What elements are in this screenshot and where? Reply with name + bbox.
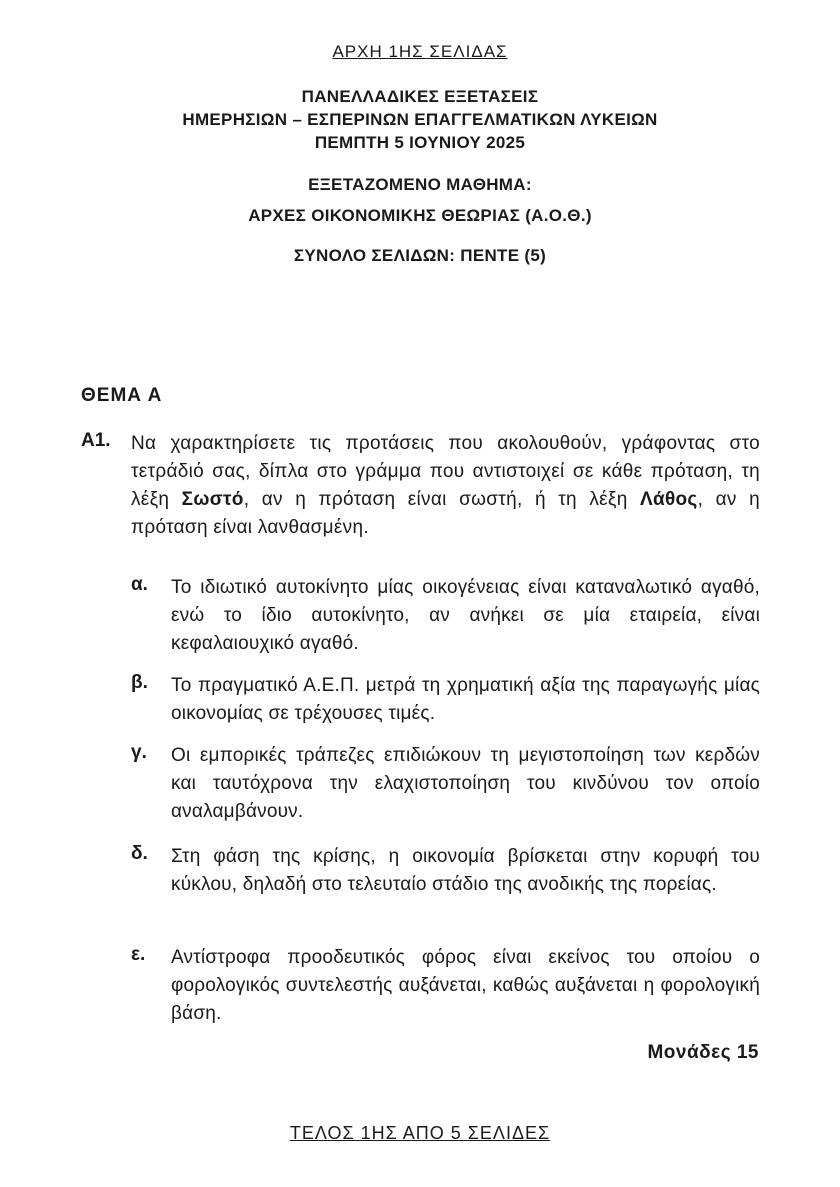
- statement-letter: δ.: [131, 843, 148, 864]
- question-number: Α1.: [81, 430, 111, 451]
- statement-text: Αντίστροφα προοδευτικός φόρος είναι εκείνος του οποίου ο φορολογικός συντελεστής αυξάνεται, καθώς αυξάνεται η φορολογική βάση.: [171, 947, 760, 1024]
- section-title: ΘΕΜΑ Α: [81, 385, 163, 406]
- question-text-part: , αν η πρόταση είναι λανθασμένη.: [131, 489, 760, 538]
- statement-text: Το ιδιωτικό αυτοκίνητο μίας οικογένειας είναι καταναλωτικό αγαθό, ενώ το ίδιο αυτοκίνητο, αν ανήκει σε μία εταιρεία, είναι κεφαλαιουχικό αγαθό.: [171, 577, 760, 654]
- statement-letter: γ.: [131, 742, 147, 763]
- statement-text: Το πραγματικό Α.Ε.Π. μετρά τη χρηματική αξία της παραγωγής μίας οικονομίας σε τρέχουσες τιμές.: [171, 675, 760, 724]
- subject-name: ΑΡΧΕΣ ΟΙΚΟΝΟΜΙΚΗΣ ΘΕΩΡΙΑΣ (Α.Ο.Θ.): [248, 206, 592, 225]
- total-pages: ΣΥΝΟΛΟ ΣΕΛΙΔΩΝ: ΠΕΝΤΕ (5): [293, 246, 547, 265]
- statement-letter: β.: [131, 672, 148, 693]
- statement-text: Στη φάση της κρίσης, η οικονομία βρίσκεται στην κορυφή του κύκλου, δηλαδή στο τελευταίο στάδιο της ανοδικής της πορείας.: [171, 846, 760, 895]
- statement-text: Οι εμπορικές τράπεζες επιδιώκουν τη μεγιστοποίηση των κερδών και ταυτόχρονα την ελαχιστοποίηση του κινδύνου τον οποίο αναλαμβάνουν.: [171, 745, 760, 822]
- subject-label: ΕΞΕΤΑΖΟΜΕΝΟ ΜΑΘΗΜΑ:: [308, 175, 532, 194]
- question-text-part: Να χαρακτηρίσετε τις προτάσεις που ακολουθούν, γράφοντας στο τετράδιό σας, δίπλα στο γράμμα που αντιστοιχεί σε κάθε πρόταση, τη λέξη: [131, 433, 760, 510]
- marks-label: Μονάδες 15: [647, 1042, 759, 1063]
- keyword-wrong: Λάθος: [640, 489, 698, 510]
- school-type: ΗΜΕΡΗΣΙΩΝ – ΕΣΠΕΡΙΝΩΝ ΕΠΑΓΓΕΛΜΑΤΙΚΩΝ ΛΥΚΕΙΩΝ: [182, 110, 658, 129]
- statement-letter: ε.: [131, 944, 146, 965]
- exam-title: ΠΑΝΕΛΛΑΔΙΚΕΣ ΕΞΕΤΑΣΕΙΣ: [301, 87, 539, 106]
- statement-letter: α.: [131, 574, 148, 595]
- question-text-part: , αν η πρόταση είναι σωστή, ή τη λέξη: [243, 489, 640, 510]
- keyword-correct: Σωστό: [181, 489, 244, 510]
- question-text: [131, 430, 760, 542]
- exam-date: ΠΕΜΠΤΗ 5 ΙΟΥΝΙΟΥ 2025: [314, 133, 526, 152]
- page-end-marker: ΤΕΛΟΣ 1ΗΣ ΑΠΟ 5 ΣΕΛΙΔΕΣ: [289, 1123, 551, 1143]
- page-start-marker: ΑΡΧΗ 1ΗΣ ΣΕΛΙΔΑΣ: [332, 42, 508, 61]
